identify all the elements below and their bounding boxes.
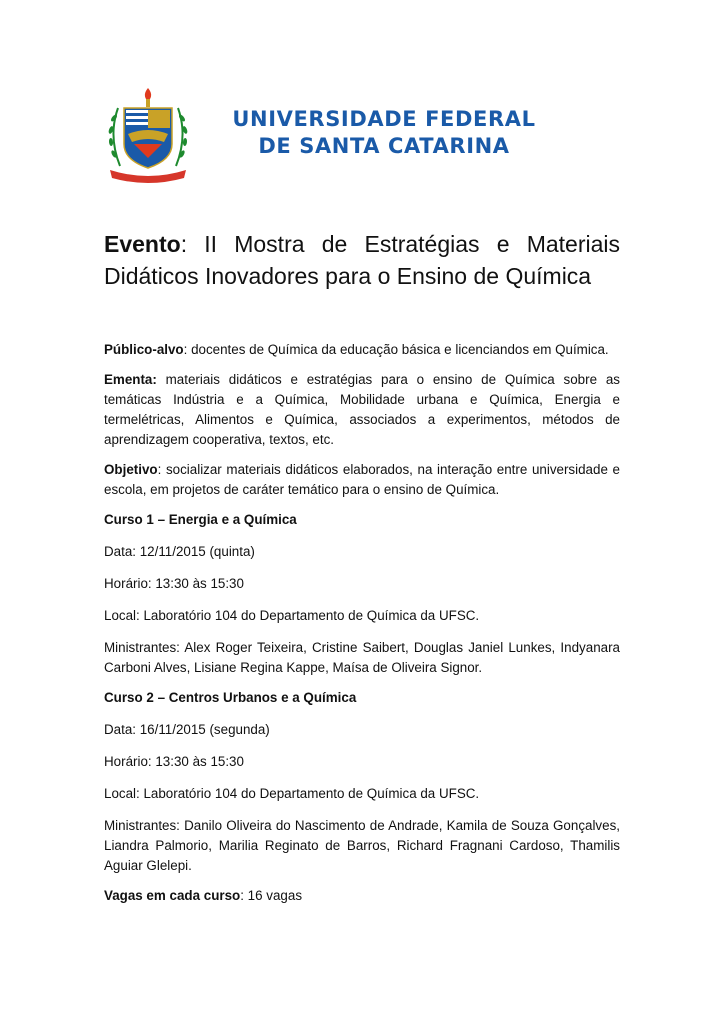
event-separator: : <box>180 231 205 257</box>
objetivo-text: socializar materiais didáticos elaborados, na interação entre universidade e escola, em projetos de caráter temático para o ensino de Química. <box>104 462 620 497</box>
event-details <box>104 340 620 916</box>
university-name-line-2: DE SANTA CATARINA <box>258 134 510 158</box>
curso-2-title: Curso 2 – Centros Urbanos e a Química <box>104 690 357 705</box>
curso-1-ministrantes: Ministrantes: Alex Roger Teixeira, Cristine Saibert, Douglas Janiel Lunkes, Indyanara Carboni Alves, Lisiane Regina Kappe, Maísa de Oliveira Signor. <box>104 640 620 675</box>
event-label: Evento <box>104 231 181 257</box>
curso-2-data: Data: 16/11/2015 (segunda) <box>104 722 270 737</box>
publico-alvo-text: docentes de Química da educação básica e licenciandos em Química. <box>191 342 609 357</box>
vagas-separator: : <box>240 888 248 903</box>
curso-1-title: Curso 1 – Energia e a Química <box>104 512 297 527</box>
vagas-text: 16 vagas <box>247 888 303 903</box>
event-title <box>104 228 620 292</box>
curso-1-data: Data: 12/11/2015 (quinta) <box>104 544 255 559</box>
curso-1-local: Local: Laboratório 104 do Departamento de Química da UFSC. <box>104 608 480 623</box>
ufsc-crest-logo <box>104 86 192 186</box>
curso-1-horario: Horário: 13:30 às 15:30 <box>104 576 244 591</box>
curso-2-local: Local: Laboratório 104 do Departamento de Química da UFSC. <box>104 786 480 801</box>
ementa-paragraph <box>104 370 620 450</box>
objetivo-paragraph <box>104 460 620 500</box>
event-name: II Mostra de Estratégias e Materiais Didáticos Inovadores para o Ensino de Química <box>104 231 620 289</box>
publico-alvo-paragraph <box>104 340 620 360</box>
publico-alvo-label: Público-alvo <box>104 342 184 357</box>
university-name-line-1: UNIVERSIDADE FEDERAL <box>232 107 536 131</box>
objetivo-separator: : <box>157 462 166 477</box>
university-name <box>204 106 564 160</box>
ementa-text: materiais didáticos e estratégias para o ensino de Química sobre as temáticas Indústria e a Química, Mobilidade urbana e Química, Energia e termelétricas, Alimentos e Química, associados a experimentos, métodos de aprendizagem cooperativa, textos, etc. <box>104 372 620 447</box>
vagas-label: Vagas em cada curso <box>104 888 241 903</box>
ementa-separator <box>157 372 166 387</box>
ementa-label: Ementa: <box>104 372 157 387</box>
publico-alvo-separator: : <box>183 342 192 357</box>
vagas-paragraph <box>104 886 620 906</box>
objetivo-label: Objetivo <box>104 462 158 477</box>
curso-2-ministrantes: Ministrantes: Danilo Oliveira do Nascimento de Andrade, Kamila de Souza Gonçalves, Liandra Palmorio, Marilia Reginato de Barros, Richard Fragnani Cardoso, Thamilis Aguiar Glelepi. <box>104 818 620 873</box>
university-header <box>104 86 564 186</box>
curso-2-horario: Horário: 13:30 às 15:30 <box>104 754 244 769</box>
